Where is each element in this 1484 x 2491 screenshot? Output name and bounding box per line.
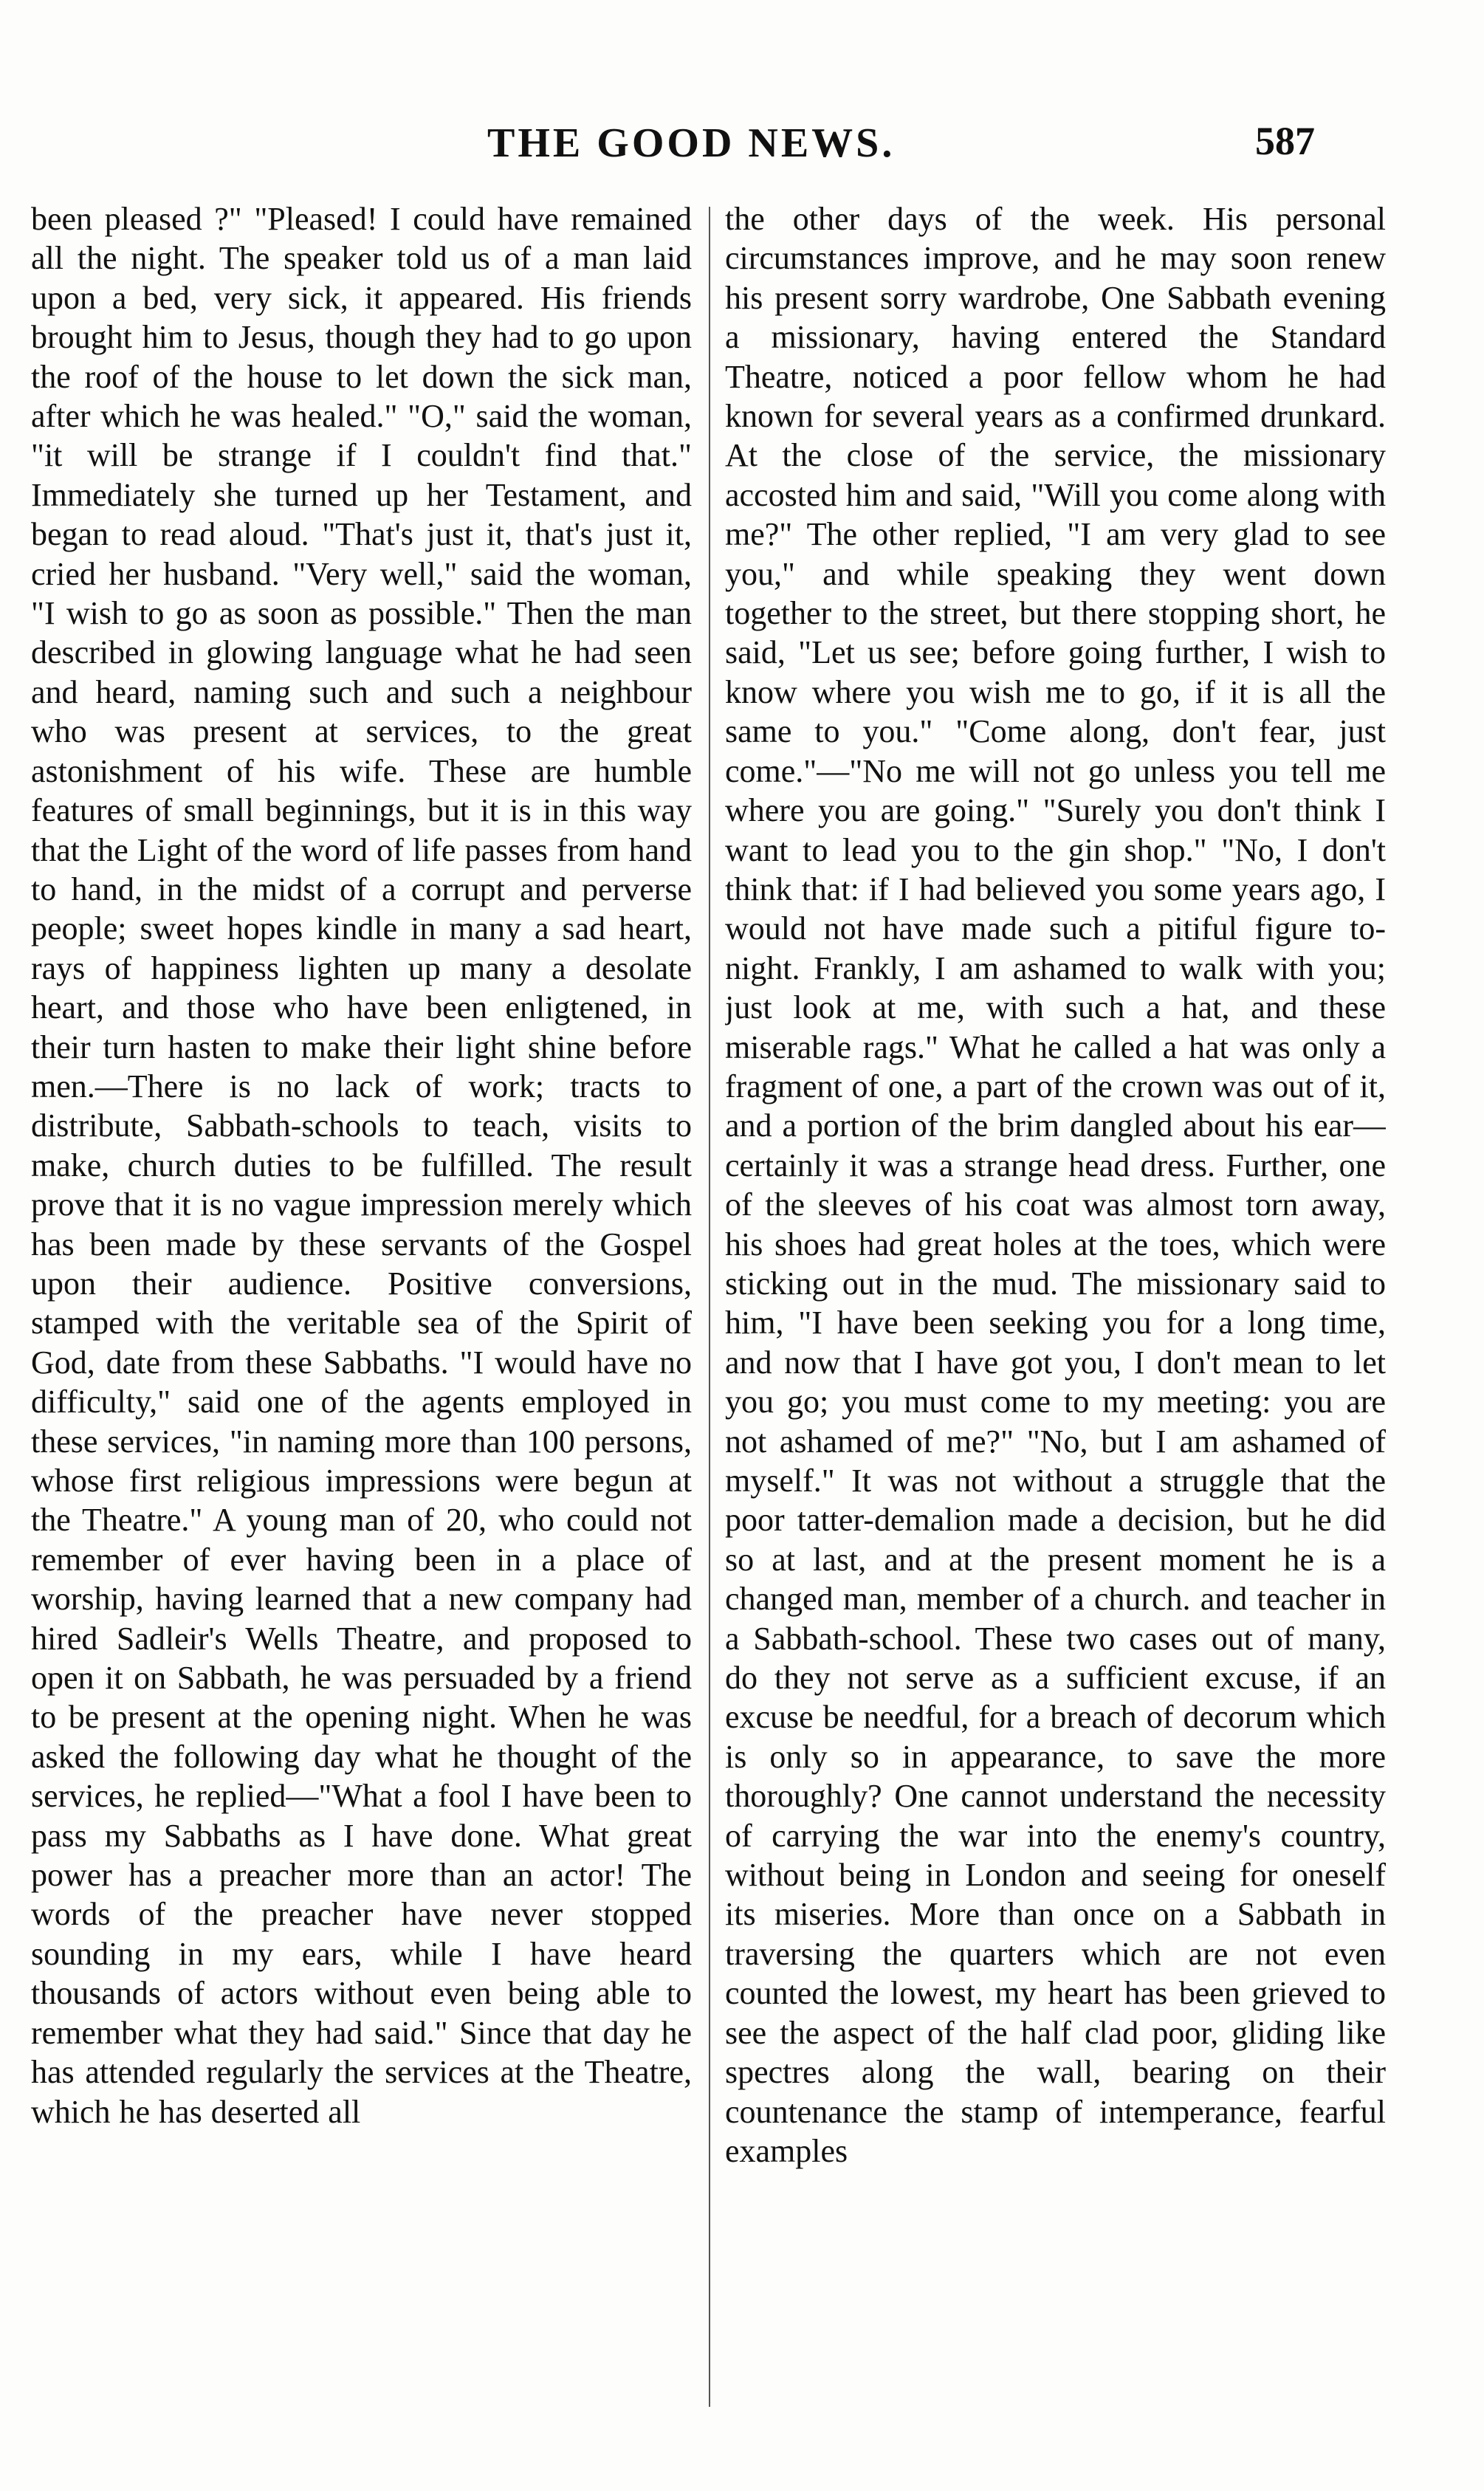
left-column-text: been pleased ?" "Pleased! I could have remained all the night. The speaker told us of a man laid upon a bed, very sick, it appeared. His friends brought him to Jesus, though they had to go upon the roof of the house to let down the sick man, after which he was healed." "O," said the woman, "it will be strange if I couldn't find that." Immediately she turned up her Testament, and began to read aloud. "That's just it, that's just it, cried her husband. "Very well," said the woman, "I wish to go as soon as possible." Then the man described in glowing language what he had seen and heard, naming such and such a neighbour who was present at services, to the great astonishment of his wife. These are humble features of small beginnings, but it is in this way that the Light of the word of life passes from hand to hand, in the midst of a corrupt and perverse people; sweet hopes kindle in many a sad heart, rays of happiness lighten up many a desolate heart, and those who have been enligtened, in their turn hasten to make their light shine before men.—There is no lack of work; tracts to distribute, Sabbath-schools to teach, visits to make, church duties to be fulfilled. The result prove that it is no vague impression merely which has been made by these servants of the Gospel upon their audience. Positive conversions, stamped with the veritable sea of the Spirit of God, date from these Sabbaths. "I would have no difficulty," said one of the agents employed in these services, "in naming more than 100 persons, whose first religious impressions were begun at the Theatre." A young man of 20, who could not remember of ever having been in a place of worship, having learned that a new company had hired Sadleir's Wells Theatre, and proposed to open it on Sabbath, he was persuaded by a friend to be present at the opening night. When he was asked the following day what he thought of the services, he replied—"What a fool I have been to pass my Sabbaths as I have done. What great power has a preacher more than an actor! The words of the preacher have never stopped sounding in my ears, while I have heard thousands of actors without even being able to remember what they had said." Since that day he has attended regularly the services at the Theatre, which he has deserted all <box>31 201 692 2130</box>
page-number: 587 <box>1255 119 1315 163</box>
page-header <box>0 111 1484 177</box>
right-column-text: the other days of the week. His personal circumstances improve, and he may soon renew his present sorry wardrobe, One Sabbath evening a missionary, having entered the Standard Theatre, noticed a poor fellow whom he had known for several years as a confirmed drunkard. At the close of the service, the missionary accosted him and said, "Will you come along with me?" The other replied, "I am very glad to see you," and while speaking they went down together to the street, but there stopping short, he said, "Let us see; before going further, I wish to know where you wish me to go, if it is all the same to you." "Come along, don't fear, just come."—"No me will not go unless you tell me where you are going." "Surely you don't think I want to lead you to the gin shop." "No, I don't think that: if I had believed you some years ago, I would not have made such a pitiful figure to-night. Frankly, I am ashamed to walk with you; just look at me, with such a hat, and these miserable rags." What he called a hat was only a fragment of one, a part of the crown was out of it, and a portion of the brim dangled about his ear—certainly it was a strange head dress. Further, one of the sleeves of his coat was almost torn away, his shoes had great holes at the toes, which were sticking out in the mud. The missionary said to him, "I have been seeking you for a long time, and now that I have got you, I don't mean to let you go; you must come to my meeting: you are not ashamed of me?" "No, but I am ashamed of myself." It was not without a struggle that the poor tatter-demalion made a decision, but he did so at last, and at the present moment he is a changed man, member of a church. and teacher in a Sabbath-school. These two cases out of many, do they not serve as a sufficient excuse, if an excuse be needful, for a breach of decorum which is only so in appearance, to save the more thoroughly? One cannot understand the necessity of carrying the war into the enemy's country, without being in London and seeing for oneself its miseries. More than once on a Sabbath in traversing the quarters which are not even counted the lowest, my heart has been grieved to see the aspect of the half clad poor, gliding like spectres along the wall, bearing on their countenance the stamp of intemperance, fearful examples <box>725 201 1386 2169</box>
column-divider <box>709 207 710 2407</box>
article-columns <box>31 199 1412 2429</box>
running-title: THE GOOD NEWS. <box>487 120 896 166</box>
